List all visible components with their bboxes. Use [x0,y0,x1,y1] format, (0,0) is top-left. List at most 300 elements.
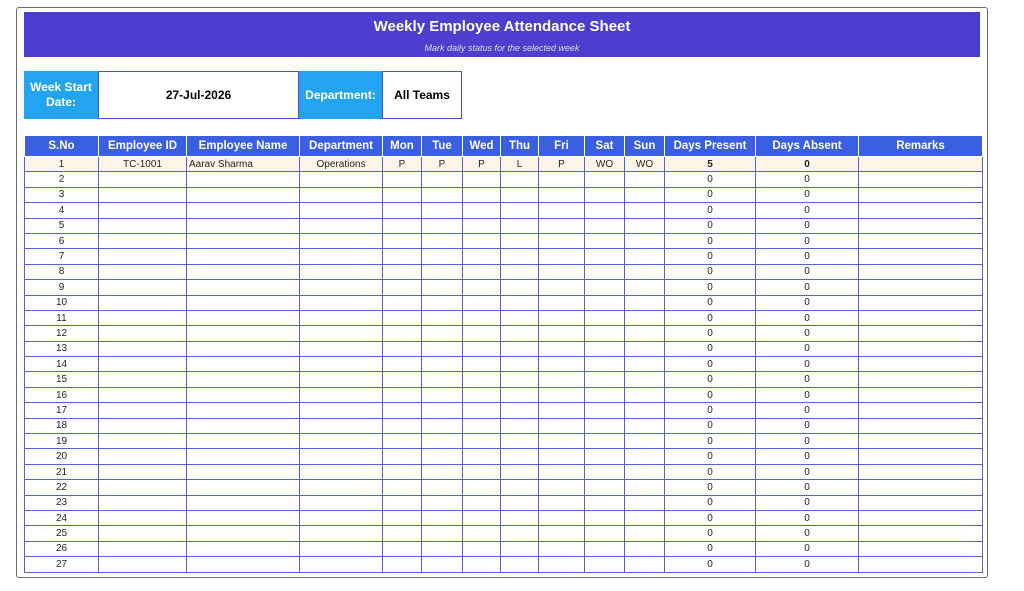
cell-fri[interactable] [539,187,585,202]
cell-fri[interactable] [539,310,585,325]
cell-wed[interactable] [463,357,501,372]
cell-sat[interactable] [585,357,625,372]
cell-tue[interactable] [422,187,463,202]
cell-remarks[interactable] [859,264,983,279]
cell-thu[interactable] [501,495,539,510]
cell-thu[interactable] [501,449,539,464]
cell-remarks[interactable] [859,157,983,172]
cell-mon[interactable] [383,510,422,525]
cell-employee-id[interactable] [99,510,187,525]
cell-wed[interactable] [463,495,501,510]
cell-tue[interactable] [422,372,463,387]
cell-employee-id[interactable] [99,187,187,202]
cell-thu[interactable] [501,541,539,556]
cell-sat[interactable] [585,280,625,295]
cell-wed[interactable] [463,310,501,325]
cell-mon[interactable] [383,357,422,372]
cell-employee-id[interactable] [99,218,187,233]
cell-remarks[interactable] [859,310,983,325]
cell-employee-id[interactable] [99,387,187,402]
cell-mon[interactable] [383,187,422,202]
cell-department[interactable] [300,218,383,233]
cell-employee-id[interactable] [99,526,187,541]
cell-sun[interactable] [625,557,665,572]
cell-thu[interactable] [501,464,539,479]
cell-fri[interactable] [539,341,585,356]
cell-department[interactable] [300,403,383,418]
cell-tue[interactable] [422,387,463,402]
cell-employee-name[interactable] [187,434,300,449]
cell-sun[interactable] [625,480,665,495]
cell-mon[interactable] [383,403,422,418]
cell-fri[interactable]: P [539,157,585,172]
cell-employee-id[interactable] [99,434,187,449]
cell-wed[interactable] [463,541,501,556]
cell-thu[interactable] [501,233,539,248]
cell-department[interactable] [300,233,383,248]
cell-employee-name[interactable] [187,557,300,572]
cell-department[interactable] [300,264,383,279]
cell-fri[interactable] [539,280,585,295]
cell-employee-name[interactable] [187,418,300,433]
cell-sun[interactable] [625,526,665,541]
cell-employee-id[interactable] [99,326,187,341]
cell-employee-id[interactable] [99,480,187,495]
cell-employee-name[interactable] [187,249,300,264]
cell-employee-name[interactable] [187,187,300,202]
cell-sat[interactable] [585,557,625,572]
cell-mon[interactable] [383,418,422,433]
cell-mon[interactable]: P [383,157,422,172]
cell-remarks[interactable] [859,464,983,479]
cell-tue[interactable] [422,418,463,433]
cell-mon[interactable] [383,203,422,218]
cell-remarks[interactable] [859,326,983,341]
cell-department[interactable] [300,280,383,295]
cell-tue[interactable] [422,541,463,556]
cell-sat[interactable] [585,372,625,387]
cell-mon[interactable] [383,264,422,279]
cell-sun[interactable] [625,233,665,248]
cell-fri[interactable] [539,172,585,187]
cell-department[interactable] [300,249,383,264]
cell-thu[interactable] [501,357,539,372]
cell-wed[interactable] [463,203,501,218]
cell-thu[interactable] [501,310,539,325]
cell-thu[interactable] [501,187,539,202]
cell-employee-name[interactable] [187,449,300,464]
cell-fri[interactable] [539,326,585,341]
cell-sun[interactable] [625,434,665,449]
cell-wed[interactable] [463,526,501,541]
cell-employee-name[interactable] [187,541,300,556]
cell-department[interactable] [300,326,383,341]
cell-remarks[interactable] [859,495,983,510]
cell-sun[interactable] [625,495,665,510]
cell-mon[interactable] [383,480,422,495]
cell-thu[interactable] [501,264,539,279]
cell-employee-id[interactable] [99,172,187,187]
cell-thu[interactable] [501,434,539,449]
cell-department[interactable] [300,464,383,479]
cell-remarks[interactable] [859,510,983,525]
cell-sat[interactable] [585,510,625,525]
cell-sun[interactable] [625,310,665,325]
cell-sun[interactable] [625,387,665,402]
cell-remarks[interactable] [859,403,983,418]
cell-wed[interactable] [463,264,501,279]
cell-department[interactable]: Operations [300,157,383,172]
cell-remarks[interactable] [859,172,983,187]
cell-mon[interactable] [383,249,422,264]
cell-wed[interactable] [463,434,501,449]
cell-department[interactable] [300,480,383,495]
cell-mon[interactable] [383,526,422,541]
cell-employee-name[interactable] [187,357,300,372]
cell-sat[interactable] [585,310,625,325]
cell-fri[interactable] [539,249,585,264]
cell-thu[interactable]: L [501,157,539,172]
cell-employee-name[interactable] [187,526,300,541]
cell-employee-id[interactable] [99,449,187,464]
cell-fri[interactable] [539,510,585,525]
cell-remarks[interactable] [859,187,983,202]
cell-remarks[interactable] [859,526,983,541]
cell-sun[interactable] [625,264,665,279]
cell-mon[interactable] [383,326,422,341]
cell-fri[interactable] [539,218,585,233]
cell-remarks[interactable] [859,387,983,402]
cell-department[interactable] [300,203,383,218]
cell-mon[interactable] [383,295,422,310]
cell-tue[interactable] [422,218,463,233]
cell-employee-id[interactable] [99,341,187,356]
cell-tue[interactable] [422,172,463,187]
cell-employee-name[interactable] [187,464,300,479]
cell-sat[interactable] [585,464,625,479]
cell-mon[interactable] [383,557,422,572]
cell-wed[interactable] [463,510,501,525]
cell-employee-name[interactable] [187,295,300,310]
cell-thu[interactable] [501,387,539,402]
cell-fri[interactable] [539,557,585,572]
cell-tue[interactable] [422,557,463,572]
cell-sun[interactable] [625,249,665,264]
cell-sat[interactable] [585,233,625,248]
cell-employee-id[interactable] [99,418,187,433]
cell-remarks[interactable] [859,434,983,449]
cell-thu[interactable] [501,203,539,218]
cell-fri[interactable] [539,264,585,279]
cell-wed[interactable] [463,341,501,356]
cell-wed[interactable] [463,187,501,202]
cell-remarks[interactable] [859,557,983,572]
cell-tue[interactable] [422,480,463,495]
cell-sun[interactable] [625,341,665,356]
cell-wed[interactable] [463,449,501,464]
cell-department[interactable] [300,434,383,449]
cell-sun[interactable] [625,510,665,525]
cell-sat[interactable] [585,541,625,556]
cell-department[interactable] [300,495,383,510]
cell-fri[interactable] [539,387,585,402]
cell-fri[interactable] [539,495,585,510]
cell-employee-name[interactable] [187,280,300,295]
cell-thu[interactable] [501,280,539,295]
cell-thu[interactable] [501,218,539,233]
cell-employee-id[interactable] [99,203,187,218]
cell-sat[interactable] [585,418,625,433]
cell-thu[interactable] [501,418,539,433]
cell-fri[interactable] [539,526,585,541]
cell-employee-id[interactable] [99,464,187,479]
cell-sun[interactable] [625,357,665,372]
department-select[interactable]: All Teams [382,71,462,119]
cell-sun[interactable] [625,203,665,218]
cell-sun[interactable] [625,172,665,187]
cell-employee-name[interactable]: Aarav Sharma [187,157,300,172]
cell-sun[interactable] [625,372,665,387]
cell-department[interactable] [300,418,383,433]
cell-wed[interactable]: P [463,157,501,172]
cell-employee-id[interactable] [99,541,187,556]
cell-employee-id[interactable] [99,295,187,310]
cell-mon[interactable] [383,495,422,510]
cell-employee-id[interactable] [99,557,187,572]
cell-days-absent: 0 [756,464,859,479]
cell-wed[interactable] [463,464,501,479]
cell-tue[interactable] [422,295,463,310]
cell-employee-name[interactable] [187,218,300,233]
cell-remarks[interactable] [859,233,983,248]
cell-wed[interactable] [463,372,501,387]
cell-employee-id[interactable] [99,357,187,372]
cell-fri[interactable] [539,295,585,310]
cell-fri[interactable] [539,403,585,418]
cell-sat[interactable] [585,249,625,264]
cell-sat[interactable] [585,403,625,418]
cell-tue[interactable] [422,280,463,295]
cell-thu[interactable] [501,249,539,264]
cell-wed[interactable] [463,387,501,402]
cell-remarks[interactable] [859,280,983,295]
cell-tue[interactable] [422,510,463,525]
cell-thu[interactable] [501,526,539,541]
cell-mon[interactable] [383,434,422,449]
cell-remarks[interactable] [859,357,983,372]
cell-sat[interactable] [585,172,625,187]
cell-tue[interactable] [422,526,463,541]
cell-wed[interactable] [463,249,501,264]
cell-sat[interactable] [585,295,625,310]
cell-wed[interactable] [463,326,501,341]
cell-mon[interactable] [383,172,422,187]
cell-wed[interactable] [463,172,501,187]
cell-fri[interactable] [539,372,585,387]
cell-fri[interactable] [539,464,585,479]
cell-sun[interactable] [625,403,665,418]
cell-wed[interactable] [463,418,501,433]
cell-mon[interactable] [383,387,422,402]
cell-department[interactable] [300,510,383,525]
cell-department[interactable] [300,187,383,202]
cell-sat[interactable] [585,480,625,495]
cell-mon[interactable] [383,310,422,325]
cell-sat[interactable] [585,341,625,356]
cell-remarks[interactable] [859,295,983,310]
cell-wed[interactable] [463,403,501,418]
cell-department[interactable] [300,526,383,541]
cell-sat[interactable] [585,526,625,541]
cell-employee-name[interactable] [187,172,300,187]
cell-department[interactable] [300,172,383,187]
cell-employee-id[interactable] [99,372,187,387]
cell-remarks[interactable] [859,480,983,495]
cell-thu[interactable] [501,295,539,310]
cell-sat[interactable]: WO [585,157,625,172]
cell-department[interactable] [300,387,383,402]
cell-thu[interactable] [501,510,539,525]
cell-tue[interactable] [422,403,463,418]
cell-thu[interactable] [501,172,539,187]
cell-tue[interactable] [422,249,463,264]
cell-wed[interactable] [463,280,501,295]
week-start-input[interactable]: 27-Jul-2026 [98,71,299,119]
cell-remarks[interactable] [859,541,983,556]
cell-sat[interactable] [585,326,625,341]
cell-sun[interactable] [625,449,665,464]
cell-wed[interactable] [463,233,501,248]
cell-sun[interactable] [625,418,665,433]
cell-tue[interactable] [422,495,463,510]
cell-employee-id[interactable] [99,264,187,279]
cell-sat[interactable] [585,434,625,449]
cell-fri[interactable] [539,233,585,248]
cell-wed[interactable] [463,480,501,495]
cell-mon[interactable] [383,541,422,556]
cell-tue[interactable] [422,264,463,279]
cell-thu[interactable] [501,403,539,418]
cell-remarks[interactable] [859,341,983,356]
cell-employee-name[interactable] [187,510,300,525]
cell-mon[interactable] [383,341,422,356]
cell-employee-id[interactable]: TC-1001 [99,157,187,172]
cell-employee-name[interactable] [187,372,300,387]
cell-sun[interactable]: WO [625,157,665,172]
cell-department[interactable] [300,541,383,556]
cell-employee-id[interactable] [99,495,187,510]
cell-mon[interactable] [383,218,422,233]
cell-wed[interactable] [463,557,501,572]
cell-department[interactable] [300,557,383,572]
cell-remarks[interactable] [859,249,983,264]
cell-employee-id[interactable] [99,280,187,295]
cell-employee-name[interactable] [187,310,300,325]
cell-wed[interactable] [463,295,501,310]
cell-sat[interactable] [585,218,625,233]
cell-employee-name[interactable] [187,341,300,356]
cell-sat[interactable] [585,187,625,202]
cell-fri[interactable] [539,449,585,464]
cell-tue[interactable] [422,357,463,372]
cell-fri[interactable] [539,418,585,433]
cell-mon[interactable] [383,233,422,248]
cell-sat[interactable] [585,203,625,218]
cell-sat[interactable] [585,264,625,279]
cell-remarks[interactable] [859,203,983,218]
cell-mon[interactable] [383,372,422,387]
cell-employee-name[interactable] [187,233,300,248]
cell-tue[interactable] [422,326,463,341]
cell-mon[interactable] [383,280,422,295]
cell-thu[interactable] [501,341,539,356]
cell-sat[interactable] [585,495,625,510]
cell-employee-name[interactable] [187,326,300,341]
cell-sat[interactable] [585,449,625,464]
cell-tue[interactable] [422,233,463,248]
cell-employee-id[interactable] [99,310,187,325]
cell-fri[interactable] [539,541,585,556]
cell-sun[interactable] [625,280,665,295]
cell-mon[interactable] [383,464,422,479]
cell-tue[interactable] [422,203,463,218]
cell-department[interactable] [300,295,383,310]
cell-employee-name[interactable] [187,495,300,510]
cell-tue[interactable] [422,341,463,356]
cell-department[interactable] [300,372,383,387]
cell-fri[interactable] [539,434,585,449]
cell-employee-id[interactable] [99,249,187,264]
cell-remarks[interactable] [859,449,983,464]
cell-thu[interactable] [501,326,539,341]
cell-sun[interactable] [625,295,665,310]
cell-tue[interactable] [422,449,463,464]
cell-sun[interactable] [625,187,665,202]
cell-thu[interactable] [501,557,539,572]
cell-remarks[interactable] [859,218,983,233]
cell-remarks[interactable] [859,372,983,387]
cell-tue[interactable]: P [422,157,463,172]
cell-tue[interactable] [422,464,463,479]
cell-thu[interactable] [501,372,539,387]
cell-mon[interactable] [383,449,422,464]
cell-wed[interactable] [463,218,501,233]
cell-employee-name[interactable] [187,480,300,495]
cell-tue[interactable] [422,310,463,325]
cell-sun[interactable] [625,464,665,479]
cell-fri[interactable] [539,203,585,218]
cell-remarks[interactable] [859,418,983,433]
cell-department[interactable] [300,310,383,325]
cell-fri[interactable] [539,480,585,495]
cell-sun[interactable] [625,218,665,233]
cell-sun[interactable] [625,326,665,341]
cell-sat[interactable] [585,387,625,402]
cell-department[interactable] [300,357,383,372]
cell-fri[interactable] [539,357,585,372]
cell-sun[interactable] [625,541,665,556]
cell-thu[interactable] [501,480,539,495]
cell-employee-id[interactable] [99,403,187,418]
cell-employee-name[interactable] [187,264,300,279]
cell-employee-name[interactable] [187,203,300,218]
cell-employee-name[interactable] [187,403,300,418]
cell-employee-id[interactable] [99,233,187,248]
cell-department[interactable] [300,449,383,464]
cell-employee-name[interactable] [187,387,300,402]
cell-tue[interactable] [422,434,463,449]
cell-department[interactable] [300,341,383,356]
